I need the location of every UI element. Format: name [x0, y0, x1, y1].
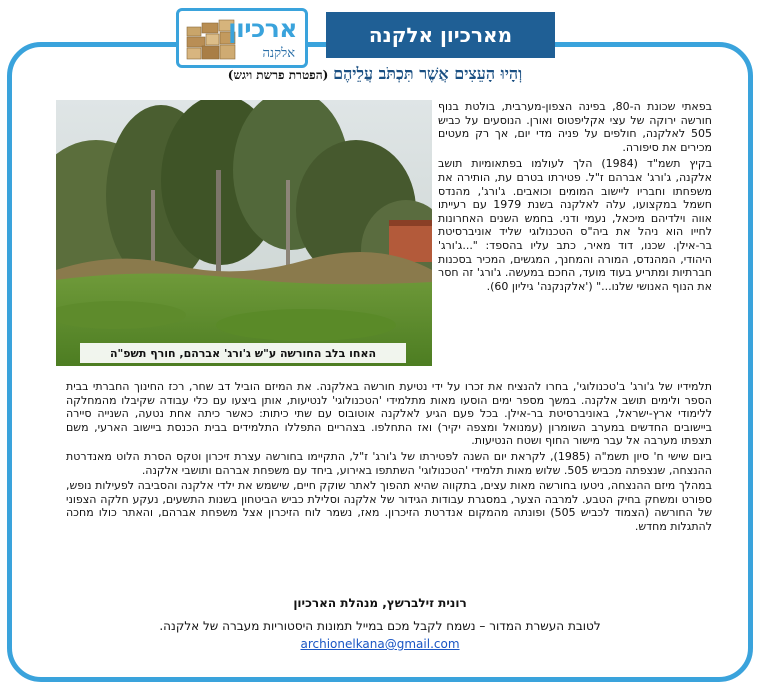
paragraph-ceremony: ביום שישי ח' סיון תשמ"ה (1985), לקראת יום השנה לפטירתו של ג'ורג' ז"ל, התקיימו בחורשה עצרת זיכרון וטקס הסרת הלוט מאנדרטת ההנצחה, שנצפתה מכביש 505. שלוש מאות תלמידי 'הטכנולוגי' השתתפו באירוע, ביחד עם משפחת אברהם ותושבי אלקנה.: [66, 449, 712, 477]
contact-email-link[interactable]: archionelkana@gmail.com: [300, 637, 460, 651]
article-headline: [160, 64, 590, 84]
paragraph-intro: בפאתי שכונת ה-80, בפינה הצפון-מערבית, בולטת בנוף חורשה ירוקה של עצי אקליפטוס ואורן. הנוסעים על כביש 505 לאלקנה, חולפים על פניה מדי יום, אך רק מעטים מכירים את סיפורה.: [438, 100, 713, 154]
editor-note: לטובת העשרת המדור – נשמח לקבל מכם במייל תמונות היסטוריות מעברה של אלקנה.: [159, 619, 601, 633]
logo-subtitle: אלקנה: [262, 46, 295, 61]
photo-caption: האחו בלב החורשה ע"ש ג'ורג' אברהם, חורף תשפ"ה: [80, 343, 406, 363]
grove-photo-image: [56, 100, 432, 366]
article-column: [438, 100, 712, 296]
column-title-banner: מארכיון אלקנה: [326, 12, 555, 58]
logo-wordmark: ארכיון: [228, 14, 297, 43]
archive-logo: [176, 8, 308, 68]
paragraph-planting: תלמידיו של ג'ורג' ב'טכנולוגי', בחרו להנציח את זכרו על ידי נטיעת חורשה באלקנה. את המיזם הוביל דב שחר, רכז החינוך החברתי בבית הספר ולימים תושב אלקנה. במשך מספר ימים הוסעו מאות מתלמידי 'הטכנולוגי' לנטיעות, אותן ביצעו עם כלי עבודה שקיבלו מהמחלקה ללימודי ארץ-ישראל, באוניברסיטת בר-אילן. בכל פעם הגיע לאלקנה אוטובוס עם שתי כיתות: כאשר כיתה אחת נטעה, השנייה סיירה ביישובים החדשים במערב השומרון (עמנואל ומצפה יקיר) ואז התחלפו. בצהריים התפללו התלמידים בבית הכנסת ביישוב הארעי, משם תצפתו מערבה אל עבר מישור החוף ושטח הנטיעות.: [66, 380, 712, 448]
article-body: [66, 380, 712, 536]
headline-source: (הפטרת פרשת ויגש): [227, 68, 329, 82]
author-signature: רונית זילברשץ, מנהלת הארכיון: [293, 596, 467, 610]
paragraph-george: בקיץ תשמ"ד (1984) הלך לעולמו בפתאומיות תושב אלקנה, ג'ורג' אברהם ז"ל. פטירתו בטרם עת, הותירה את משפחתו וחבריו ליישוב המומים וכואבים. ג'ורג', מהנדס חשמל במקצועו, עלה לאלקנה בשנת 1979 עם רעייתו אווה וילדיהם מיכאל, נעמי ודני. בחמש השנים האחרונות לחייו הוא ניהל את ביה"ס הטכנולוגי שליד אוניברסיטת בר-אילן. שכנו, דוד מאיר, כתב עליו בהספד: "...ג'ורג' היהודי, המהנדס, המורה והמחנך, המגשים, המכיר בסכנות חברתיות ומתריע בעוד מועד, החכם במעשה. ג'ורג' זה חסר את הנוף האנושי שלנו..." ('אלקנקנה' גיליון 60).: [438, 157, 712, 293]
paragraph-present: במהלך מיזם ההנצחה, ניטעו בחורשה מאות עצים, בתקווה שהיא תהפוך לאתר שוקק חיים, שישמש את ילדי אלקנה והסביבה לפעילות נופש, ספורט ומשחק בחיק הטבע. למרבה הצער, במסגרת עבודות הגידור של אלקנה וסלילת כביש הביטחון בשנות התשעים, נעקע חלקה הצפוני של החורשה (הצמוד לכביש 505) ופונתה מהמקום אנדרטת הזיכרון. מאז, נשמר לוח הזיכרון אצל משפחת אברהם, והאתר כולו מחכה להתגלות מחדש.: [66, 479, 712, 533]
headline-verse: וְהָיוּ הָעֵצִים אֲשֶׁר תִּכְתֹּב עֲלֵיהֶם: [333, 64, 523, 83]
grove-photo: [56, 100, 432, 366]
